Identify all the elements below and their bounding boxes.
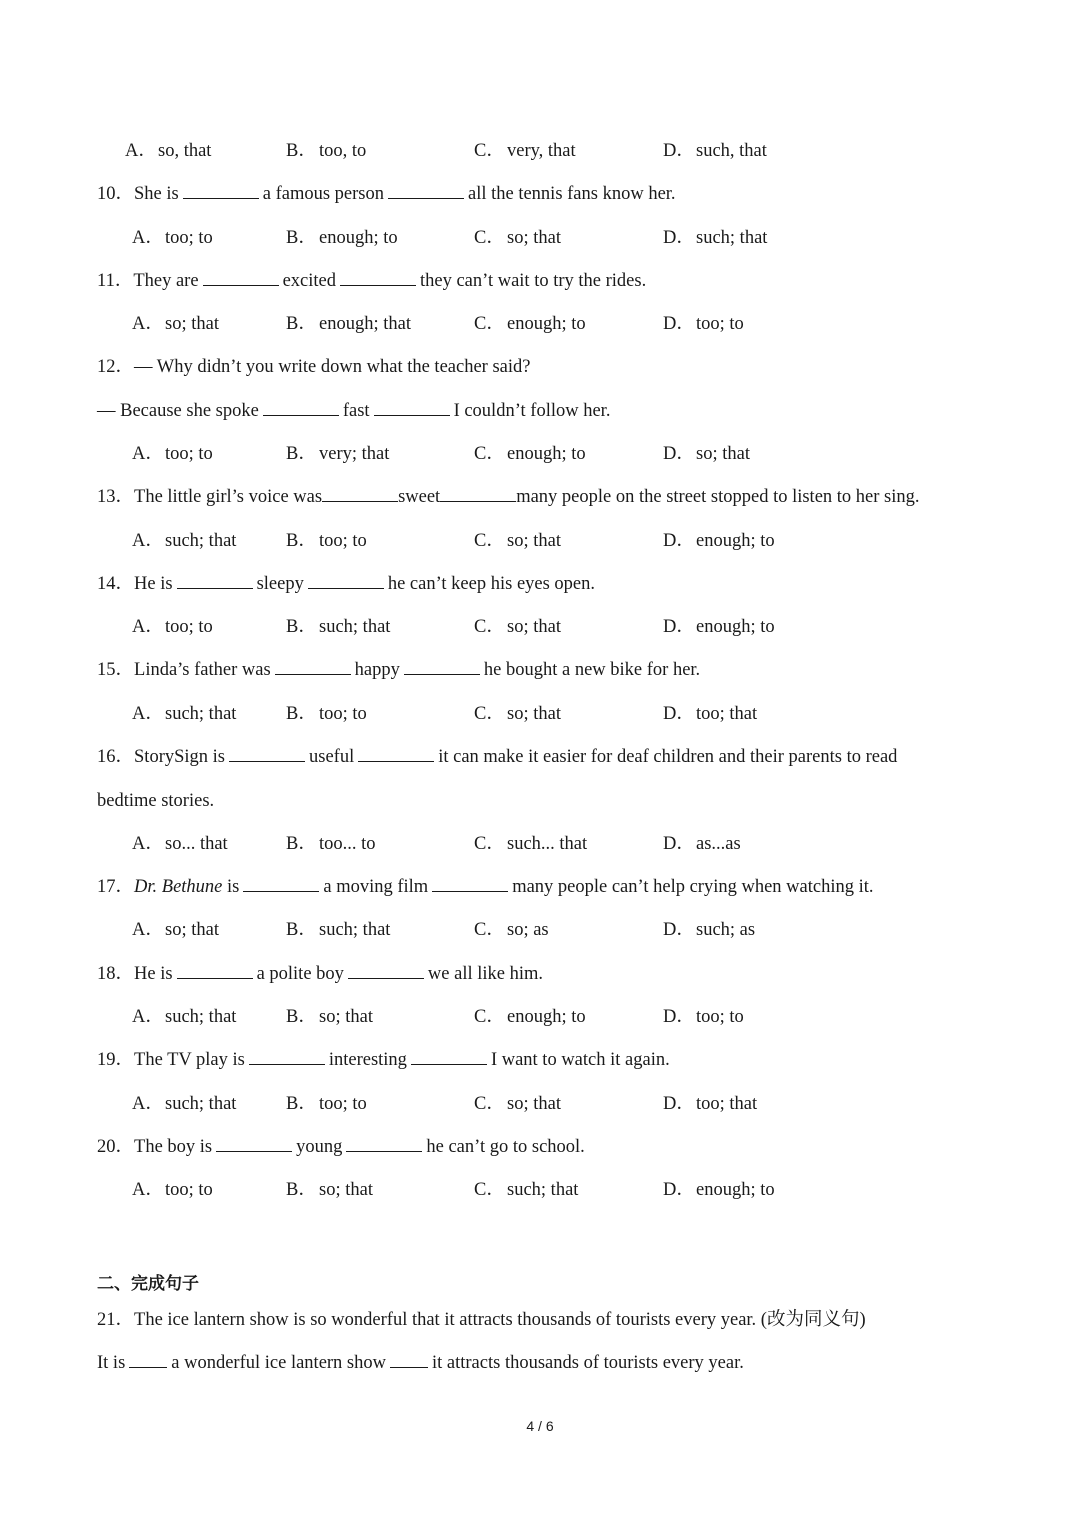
option-a: A．such; that	[132, 1094, 237, 1114]
option-d: D．enough; to	[663, 1180, 775, 1200]
answer-blank[interactable]	[346, 1135, 422, 1152]
answer-blank[interactable]	[275, 658, 351, 675]
option-c: C． so; as	[474, 920, 549, 940]
film-title: Dr. Bethune	[134, 877, 223, 897]
option-c: C． such; that	[474, 1180, 579, 1200]
option-b: B． very; that	[286, 444, 390, 464]
question-17: 17．Dr. Bethune is a moving film many people can’t help crying when watching it.	[97, 877, 874, 897]
option-c: C． very, that	[474, 141, 576, 161]
option-d: D．such; as	[663, 920, 756, 940]
option-b: B． too... to	[286, 834, 376, 854]
answer-blank[interactable]	[216, 1135, 292, 1152]
option-c: C． so; that	[474, 1094, 561, 1114]
option-a: A．such; that	[132, 704, 237, 724]
option-a: A．such; that	[132, 531, 237, 551]
option-b: B． too; to	[286, 1094, 367, 1114]
option-d: D．such; that	[663, 228, 768, 248]
question-16-continuation: bedtime stories.	[97, 791, 215, 811]
option-b: B． too, to	[286, 141, 367, 161]
option-d: D．too; to	[663, 1007, 744, 1027]
answer-blank[interactable]	[340, 269, 416, 286]
answer-blank[interactable]	[129, 1351, 167, 1368]
option-a: A．too; to	[132, 1180, 213, 1200]
answer-blank[interactable]	[348, 962, 424, 979]
option-b: B． too; to	[286, 531, 367, 551]
option-a: A．such; that	[132, 1007, 237, 1027]
option-c: C． so; that	[474, 228, 561, 248]
answer-blank[interactable]	[183, 182, 259, 199]
question-12: 12．— Why didn’t you write down what the teacher said?	[97, 357, 531, 377]
option-a: A．too; to	[132, 228, 213, 248]
option-a: A．too; to	[132, 444, 213, 464]
option-c: C． enough; to	[474, 444, 586, 464]
answer-blank[interactable]	[177, 962, 253, 979]
option-c: C． enough; to	[474, 314, 586, 334]
option-c: C． enough; to	[474, 1007, 586, 1027]
option-b: B． enough; to	[286, 228, 398, 248]
answer-blank[interactable]	[390, 1351, 428, 1368]
option-d: D．enough; to	[663, 531, 775, 551]
answer-blank[interactable]	[440, 485, 516, 502]
option-c: C． so; that	[474, 531, 561, 551]
option-b: B． too; to	[286, 704, 367, 724]
answer-blank[interactable]	[177, 572, 253, 589]
question-21-answer-line: It is a wonderful ice lantern show it attracts thousands of tourists every year.	[97, 1353, 744, 1373]
option-c: C． such... that	[474, 834, 588, 854]
question-11: 11．They are excited they can’t wait to try the rides.	[97, 271, 647, 291]
option-c: C． so; that	[474, 704, 561, 724]
section-heading: 二、完成句子	[97, 1274, 199, 1294]
option-a: A．so, that	[125, 141, 212, 161]
option-b: B． so; that	[286, 1180, 373, 1200]
option-b: B． such; that	[286, 920, 391, 940]
answer-blank[interactable]	[203, 269, 279, 286]
option-d: D．such, that	[663, 141, 767, 161]
option-d: D．too; that	[663, 704, 758, 724]
option-d: D．enough; to	[663, 617, 775, 637]
option-d: D．so; that	[663, 444, 750, 464]
answer-blank[interactable]	[388, 182, 464, 199]
option-d: D．too; that	[663, 1094, 758, 1114]
option-a: A．too; to	[132, 617, 213, 637]
answer-blank[interactable]	[243, 875, 319, 892]
option-b: B． such; that	[286, 617, 391, 637]
question-19: 19．The TV play is interesting I want to watch it again.	[97, 1050, 670, 1070]
question-12-response: — Because she spoke fast I couldn’t follow her.	[97, 401, 611, 421]
question-21: 21．The ice lantern show is so wonderful that it attracts thousands of tourists every year. (改为同义句)	[97, 1310, 866, 1330]
page-number: 4 / 6	[526, 1418, 554, 1434]
question-20: 20．The boy is young he can’t go to school.	[97, 1137, 585, 1157]
option-a: A．so... that	[132, 834, 228, 854]
option-c: C． so; that	[474, 617, 561, 637]
answer-blank[interactable]	[263, 399, 339, 416]
answer-blank[interactable]	[322, 485, 398, 502]
option-a: A．so; that	[132, 920, 219, 940]
question-13: 13．The little girl’s voice was sweet many people on the street stopped to listen to her sing.	[97, 487, 920, 507]
option-a: A．so; that	[132, 314, 219, 334]
option-d: D．as...as	[663, 834, 741, 854]
option-d: D．too; to	[663, 314, 744, 334]
answer-blank[interactable]	[432, 875, 508, 892]
answer-blank[interactable]	[308, 572, 384, 589]
question-10: 10．She is a famous person all the tennis fans know her.	[97, 184, 676, 204]
answer-blank[interactable]	[249, 1048, 325, 1065]
question-16: 16．StorySign is useful it can make it easier for deaf children and their parents to read	[97, 747, 898, 767]
answer-blank[interactable]	[358, 745, 434, 762]
option-b: B． so; that	[286, 1007, 373, 1027]
question-18: 18．He is a polite boy we all like him.	[97, 964, 543, 984]
answer-blank[interactable]	[229, 745, 305, 762]
answer-blank[interactable]	[404, 658, 480, 675]
option-b: B． enough; that	[286, 314, 411, 334]
answer-blank[interactable]	[374, 399, 450, 416]
question-14: 14．He is sleepy he can’t keep his eyes open.	[97, 574, 596, 594]
answer-blank[interactable]	[411, 1048, 487, 1065]
question-15: 15．Linda’s father was happy he bought a new bike for her.	[97, 660, 701, 680]
